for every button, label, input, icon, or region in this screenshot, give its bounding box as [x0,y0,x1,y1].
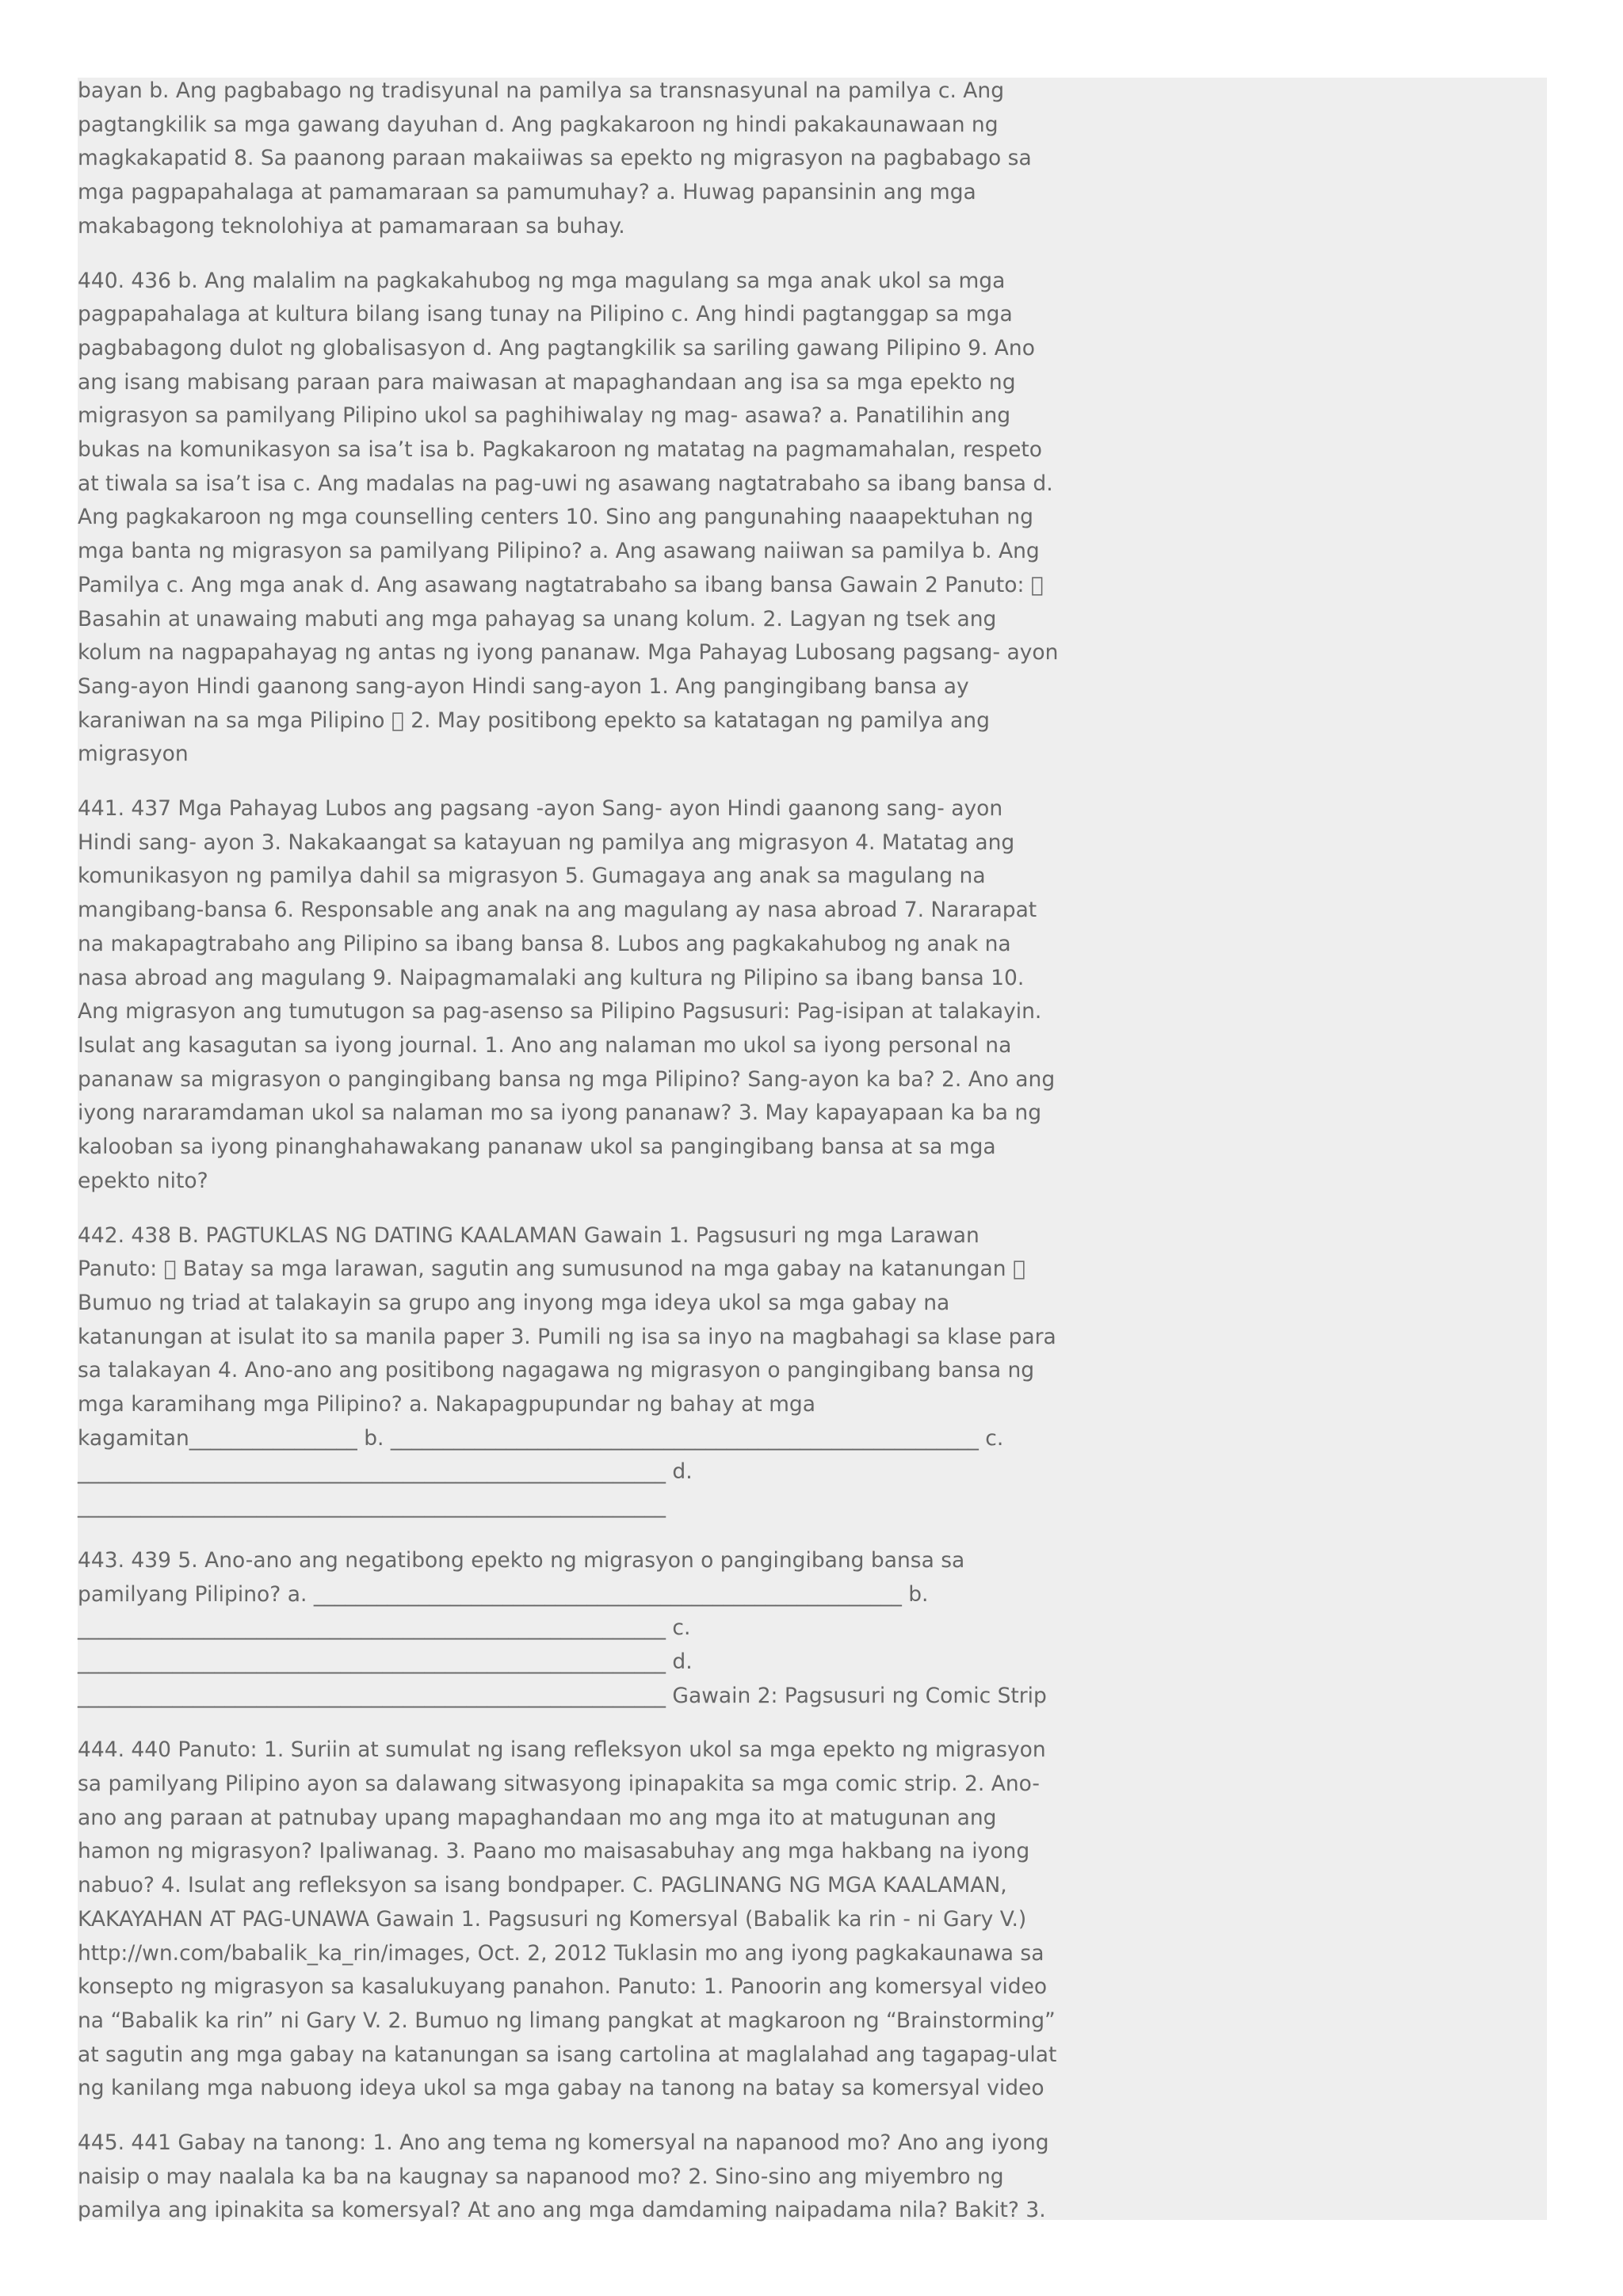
paragraph-441: 441. 437 Mga Pahayag Lubos ang pagsang -ayon Sang- ayon Hindi gaanong sang- ayon Hindi sang- ayon 3. Nakakaangat sa katayuan ng pamilya ang migrasyon 4. Matatag ang komunikasyon ng pamilya dahil sa migrasyon 5. Gumagaya ang anak sa magulang na mangibang-bansa 6. Responsable ang anak na ang magulang ay nasa abroad 7. Nararapat na makapagtrabaho ang Pilipino sa ibang bansa 8. Lubos ang pagkakahubog ng anak na nasa abroad ang magulang 9. Naipagmamalaki ang kultura ng Pilipino sa ibang bansa 10. Ang migrasyon ang tumutugon sa pag-asenso sa Pilipino Pagsusuri: Pag-isipan at talakayin. Isulat ang kasagutan sa iyong journal. 1. Ano ang nalaman mo ukol sa iyong personal na pananaw sa migrasyon o pangingibang bansa ng mga Pilipino? Sang-ayon ka ba? 2. Ano ang iyong nararamdaman ukol sa nalaman mo sa iyong pananaw? 3. May kapayapaan ka ba ng kalooban sa iyong pinanghahawakang pananaw ukol sa pangingibang bansa at sa mga epekto nito? [78,796,1056,1193]
paragraph-440: 440. 436 b. Ang malalim na pagkakahubog ng mga magulang sa mga anak ukol sa mga pagpapahalaga at kultura bilang isang tunay na Pilipino c. Ang hindi pagtanggap sa mga pagbabagong dulot ng globalisasyon d. Ang pagtangkilik sa sariling gawang Pilipino 9. Ano ang isang mabisang paraan para maiwasan at mapaghandaan ang isa sa mga epekto ng migrasyon sa pamilyang Pilipino ukol sa paghihiwalay ng mag- asawa? a. Panatilihin ang bukas na komunikasyon sa isa’t isa b. Pagkakaroon ng matatag na pagmamahalan, respeto at tiwala sa isa’t isa c. Ang madalas na pag-uwi ng asawang nagtatrabaho sa ibang bansa d. Ang pagkakaroon ng mga counselling centers 10. Sino ang pangunahing naaapektuhan ng mga banta ng migrasyon sa pamilyang Pilipino? a. Ang asawang naiiwan sa pamilya b. Ang Pamilya c. Ang mga anak d. Ang asawang nagtatrabaho sa ibang bansa Gawain 2 Panuto: Basahin at unawaing mabuti ang mga pahayag sa unang kolum. 2. Lagyan ng tsek ang kolum na nagpapahayag ng antas ng iyong pananaw. Mga Pahayag Lubosang pagsang- ayon Sang-ayon Hindi gaanong sang-ayon Hindi sang-ayon 1. Ang pangingibang bansa ay karaniwan na sa mga Pilipino 2. May positibong epekto sa katatagan ng pamilya ang migrasyon [78,268,1059,767]
paragraph-444: 444. 440 Panuto: 1. Suriin at sumulat ng isang refleksyon ukol sa mga epekto ng migrasyon sa pamilyang Pilipino ayon sa dalawang sitwasyong ipinapakita sa mga comic strip. 2. Ano-ano ang paraan at patnubay upang mapaghandaan mo ang mga ito at matugunan ang hamon ng migrasyon? Ipaliwanag. 3. Paano mo maisasabuhay ang mga hakbang na iyong nabuo? 4. Isulat ang refleksyon sa isang bondpaper. C. PAGLINANG NG MGA KAALAMAN, KAKAYAHAN AT PAG-UNAWA Gawain 1. Pagsusuri ng Komersyal (Babalik ka rin - ni Gary V.) http://wn.com/babalik_ka_rin/images, Oct. 2, 2012 Tuklasin mo ang iyong pagkakaunawa sa konsepto ng migrasyon sa kasalukuyang panahon. Panuto: 1. Panoorin ang komersyal video na “Babalik ka rin” ni Gary V. 2. Bumuo ng limang pangkat at magkaroon ng “Brainstorming” at sagutin ang mga gabay na katanungan sa isang cartolina at maglalahad ang tagapag-ulat ng kanilang mga nabuong ideya ukol sa mga gabay na tanong na batay sa komersyal video [78,1737,1057,2101]
paragraph-442: 442. 438 B. PAGTUKLAS NG DATING KAALAMAN Gawain 1. Pagsusuri ng mga Larawan Panuto: Batay sa mga larawan, sagutin ang sumusunod na mga gabay na katanungan Bumuo ng triad at talakayin sa grupo ang inyong mga ideya ukol sa mga gabay na katanungan at isulat ito sa manila paper 3. Pumili ng isa sa inyo na magbahagi sa klase para sa talakayan 4. Ano-ano ang positibong nagagawa ng migrasyon o pangingibang bansa ng mga karamihang mga Pilipino? a. Nakapagpupundar ng bahay at mga kagamitan________________ b. ________________________________________________________ c. ________________________________________________________ d. ________________________________________________________ [78,1222,1056,1519]
document-body [78,74,1060,2248]
paragraph-intro: bayan b. Ang pagbabago ng tradisyunal na pamilya sa transnasyunal na pamilya c. Ang pagtangkilik sa mga gawang dayuhan d. Ang pagkakaroon ng hindi pakakaunawaan ng magkakapatid 8. Sa paanong paraan makaiiwas sa epekto ng migrasyon na pagbabago sa mga pagpapahalaga at pamamaraan sa pamumuhay? a. Huwag papansinin ang mga makabagong teknolohiya at pamamaraan sa buhay. [78,78,1032,238]
paragraph-443: 443. 439 5. Ano-ano ang negatibong epekto ng migrasyon o pangingibang bansa sa pamilyang Pilipino? a. ________________________________________________________ b. ________________________________________________________ c. ________________________________________________________ d. ________________________________________________________ Gawain 2: Pagsusuri ng Comic Strip [78,1547,1047,1708]
paragraph-445: 445. 441 Gabay na tanong: 1. Ano ang tema ng komersyal na napanood mo? Ano ang iyong naisip o may naalala ka ba na kaugnay sa napanood mo? 2. Sino-sino ang miyembro ng pamilya ang ipinakita sa komersyal? At ano ang mga damdaming naipadama nila? Bakit? 3. [78,2130,1049,2223]
